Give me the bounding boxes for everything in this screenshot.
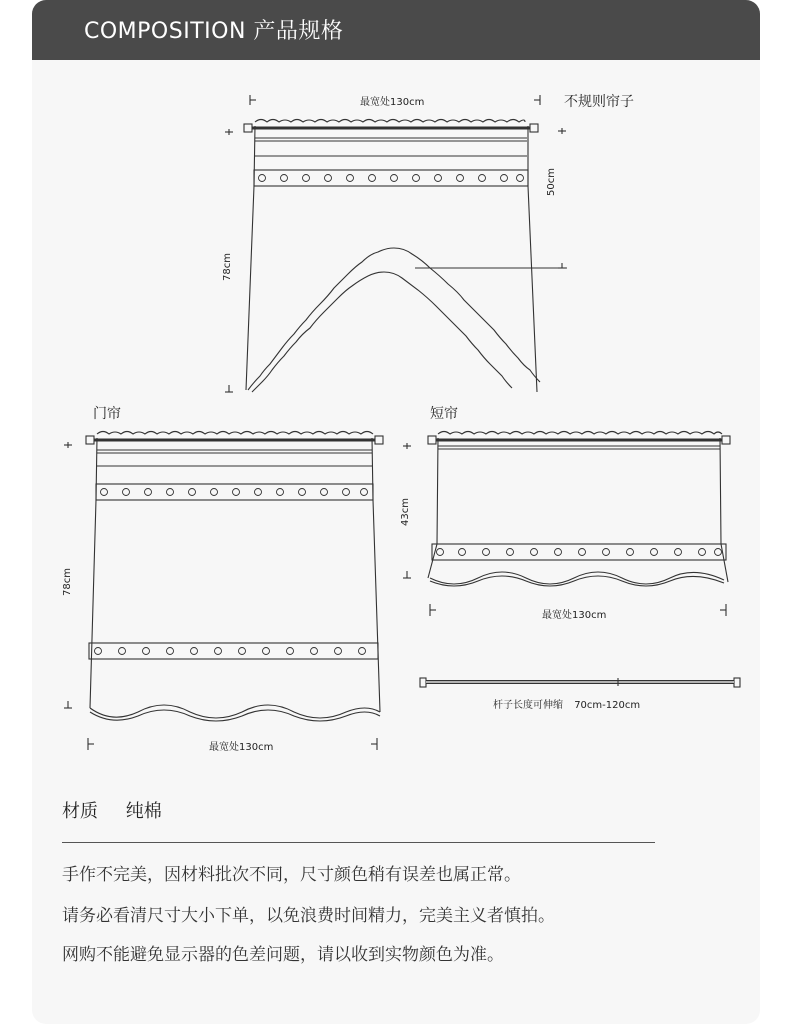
irregular-curtain-drawing bbox=[225, 95, 567, 392]
divider bbox=[62, 842, 655, 843]
page-title: COMPOSITION 产品规格 bbox=[84, 19, 344, 44]
note-line: 手作不完美，因材料批次不同，尺寸颜色稍有误差也属正常。 bbox=[62, 865, 521, 885]
rod-label: 杆子长度可伸缩 bbox=[493, 700, 563, 711]
irregular-curtain-title: 不规则帘子 bbox=[564, 94, 634, 110]
short-height-label: 43cm bbox=[400, 498, 411, 526]
material-row bbox=[62, 797, 162, 823]
note-line: 网购不能避免显示器的色差问题，请以收到实物颜色为准。 bbox=[62, 945, 504, 965]
note-line: 请务必看清尺寸大小下单，以免浪费时间精力，完美主义者慎拍。 bbox=[62, 906, 555, 926]
irregular-width-label: 最宽处130cm bbox=[360, 97, 425, 108]
tension-rod-drawing bbox=[420, 678, 740, 687]
material-label: 材质 bbox=[62, 801, 98, 822]
irregular-side-height-label: 50cm bbox=[546, 168, 557, 196]
door-height-label: 78cm bbox=[62, 568, 73, 596]
short-curtain-drawing bbox=[403, 432, 730, 617]
door-curtain-title: 门帘 bbox=[93, 406, 121, 422]
short-width-label: 最宽处130cm bbox=[542, 610, 607, 621]
short-curtain-title: 短帘 bbox=[430, 406, 458, 422]
rod-range: 70cm-120cm bbox=[574, 700, 641, 711]
door-width-label: 最宽处130cm bbox=[209, 742, 274, 753]
material-value: 纯棉 bbox=[125, 801, 162, 822]
irregular-height-label: 78cm bbox=[222, 253, 233, 281]
rod-length-label bbox=[493, 696, 640, 711]
door-curtain-drawing bbox=[64, 432, 383, 751]
